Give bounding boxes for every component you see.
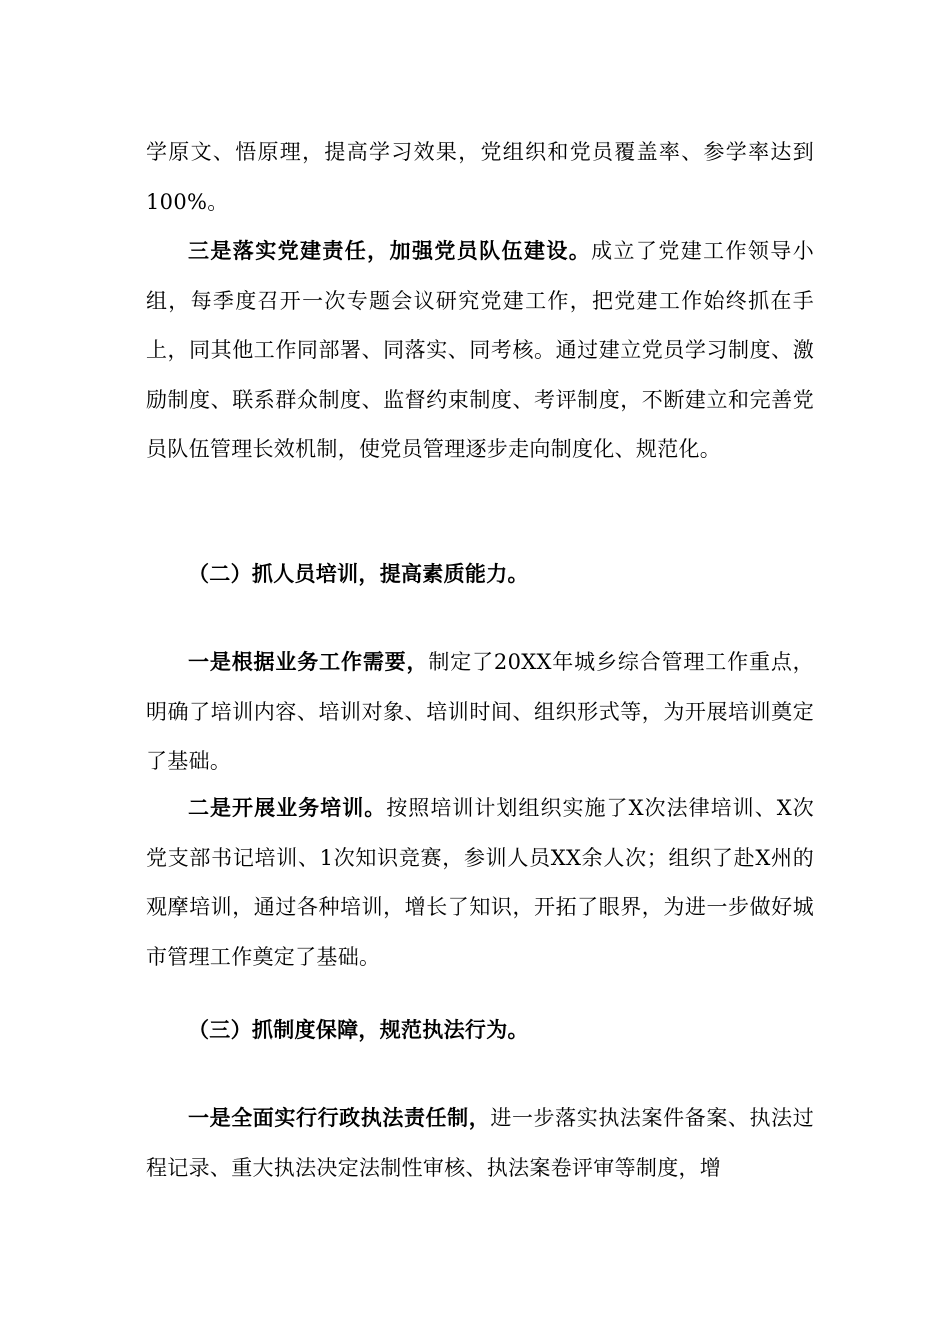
paragraph-party-responsibility bbox=[146, 226, 814, 475]
paragraph-lead: 一是全面实行行政执法责任制， bbox=[188, 1105, 491, 1130]
paragraph-law-enforcement bbox=[146, 1093, 814, 1193]
section-heading-training bbox=[188, 549, 529, 599]
paragraph-business-needs bbox=[146, 637, 814, 787]
paragraph-text: 进一步落实执法案件备案、执法过程记录、重大执法决定法制性审核、执法案卷评审等制度，增 bbox=[146, 1106, 815, 1180]
paragraph-lead: 二是开展业务培训。 bbox=[188, 795, 387, 820]
paragraph-text: 按照培训计划组织实施了X次法律培训、X次党支部书记培训、1次知识竞赛，参训人员XX余人次；组织了赴X州的观摩培训，通过各种培训，增长了知识，开拓了眼界，为进一步做好城市管理工作奠定了基础。 bbox=[146, 796, 815, 969]
section-heading-system bbox=[188, 1005, 529, 1055]
paragraph-lead: 三是落实党建责任，加强党员队伍建设。 bbox=[188, 238, 592, 263]
paragraph-lead: 一是根据业务工作需要， bbox=[188, 649, 429, 674]
heading-text: （二）抓人员培训，提高素质能力。 bbox=[188, 561, 529, 586]
paragraph-text: 学原文、悟原理，提高学习效果，党组织和党员覆盖率、参学率达到100%。 bbox=[146, 140, 814, 214]
paragraph-text: 制定了20XX年城乡综合管理工作重点，明确了培训内容、培训对象、培训时间、组织形式等，为开展培训奠定了基础。 bbox=[146, 650, 814, 773]
paragraph-business-training bbox=[146, 783, 814, 982]
paragraph-text: 成立了党建工作领导小组，每季度召开一次专题会议研究党建工作，把党建工作始终抓在手上，同其他工作同部署、同落实、同考核。通过建立党员学习制度、激励制度、联系群众制度、监督约束制度、考评制度，不断建立和完善党员队伍管理长效机制，使党员管理逐步走向制度化、规范化。 bbox=[146, 239, 815, 461]
heading-text: （三）抓制度保障，规范执法行为。 bbox=[188, 1017, 529, 1042]
paragraph-continuation bbox=[146, 128, 814, 227]
